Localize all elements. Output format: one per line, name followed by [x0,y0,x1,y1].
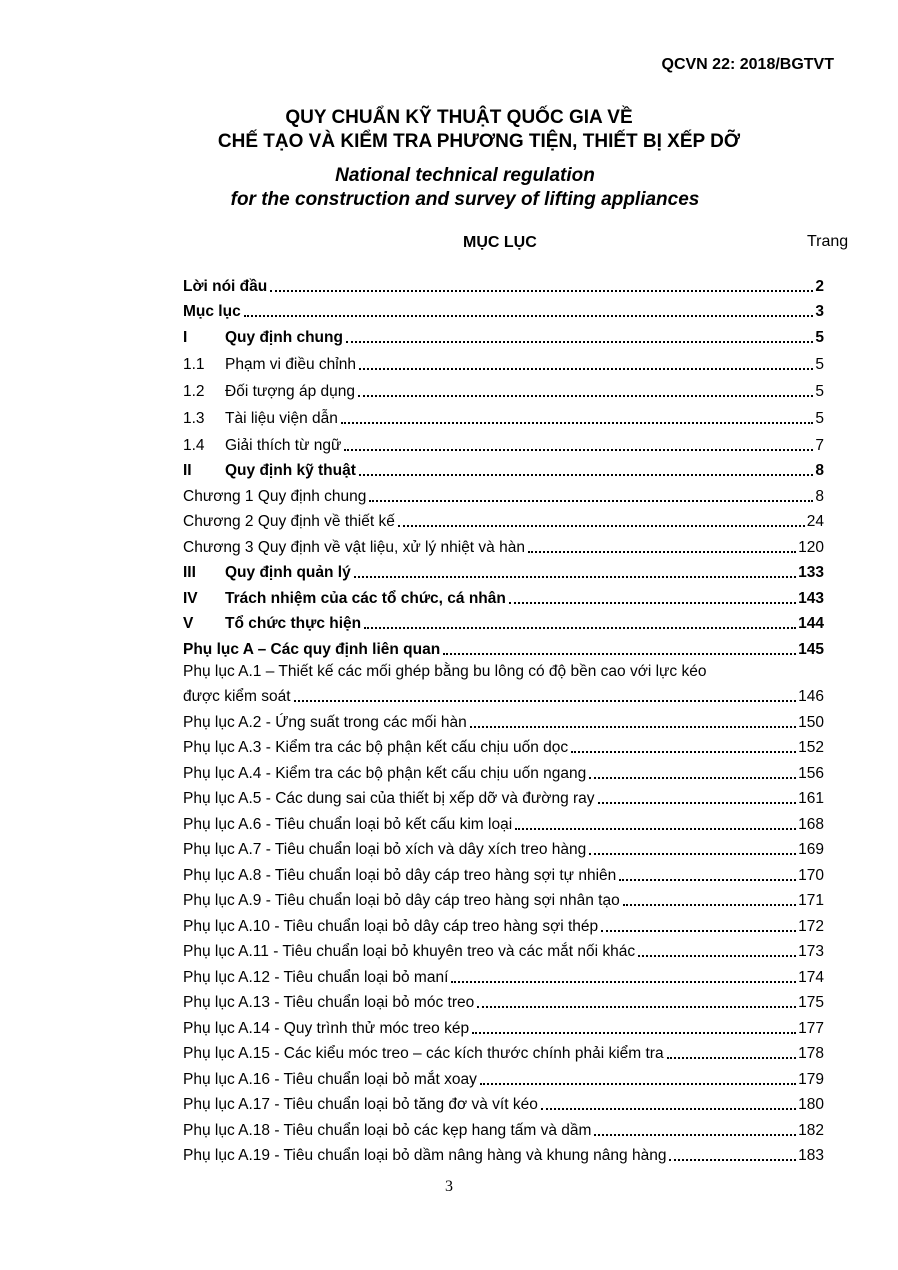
dot-leader [443,652,796,655]
toc-entry-label: Phụ lục A.12 - Tiêu chuẩn loại bỏ maní [183,968,449,986]
dot-leader [623,903,796,906]
dot-leader [344,448,813,451]
toc-entry-number: V [183,615,194,632]
toc-entry[interactable] [183,633,824,659]
dot-leader [270,289,813,292]
toc-entry-page: 175 [798,994,824,1011]
toc-entry-page: 183 [798,1147,824,1164]
toc-entry-page: 150 [798,713,824,731]
dot-leader [470,725,796,728]
toc-entry-label: Phụ lục A.13 - Tiêu chuẩn loại bỏ móc treo [183,994,475,1011]
toc-entry-label: Đối tượng áp dụng [225,382,355,400]
toc-entry-label: Chương 2 Quy định về thiết kế [183,513,395,530]
toc-entry[interactable] [183,757,824,783]
toc-entry-label: Phụ lục A.4 - Kiểm tra các bộ phận kết cấu chịu uốn ngang [183,764,587,782]
dot-leader [515,827,796,830]
dot-leader [341,421,814,424]
toc-entry-page: 5 [815,328,824,346]
toc-entry-label: Mục lục [183,303,241,320]
toc-entry[interactable] [183,936,824,962]
toc-entry-label: Phụ lục A.9 - Tiêu chuẩn loại bỏ dây cáp treo hàng sợi nhân tạo [183,892,620,909]
dot-leader [571,750,796,753]
toc-entry-label: Phụ lục A.10 - Tiêu chuẩn loại bỏ dây cáp treo hàng sợi thép [183,917,599,935]
dot-leader [601,929,796,932]
dot-leader [477,1005,796,1008]
toc-entry-page: 174 [798,968,824,986]
dot-leader [667,1056,797,1059]
toc-entry-label: Phụ lục A.15 - Các kiểu móc treo – các kích thước chính phải kiểm tra [183,1045,664,1062]
dot-leader [669,1158,796,1161]
toc-entry-page: 168 [798,815,824,833]
toc-entry-label: Quy định quản lý [225,564,351,581]
dot-leader [638,954,796,957]
toc-entry-first-line: Phụ lục A.1 – Thiết kế các mối ghép bằng bu lông có độ bền cao với lực kéo [183,662,707,680]
dot-leader [528,550,796,553]
dot-leader [480,1082,796,1085]
toc-entry-page: 8 [815,487,824,505]
toc-entry-page: 161 [798,790,824,807]
toc-entry[interactable] [183,506,824,532]
toc-entry-label: Phụ lục A.11 - Tiêu chuẩn loại bỏ khuyên treo và các mắt nối khác [183,943,636,960]
toc-entry[interactable] [183,961,824,987]
toc-entry-page: 156 [798,764,824,782]
table-of-contents [183,270,824,1165]
toc-entry-label: Phụ lục A.2 - Ứng suất trong các mối hàn [183,713,467,731]
toc-entry[interactable] [183,531,824,557]
toc-entry[interactable] [183,859,824,885]
dot-leader [598,801,797,804]
dot-leader [358,394,813,397]
toc-entry[interactable] [183,296,824,322]
dot-leader [589,852,796,855]
toc-entry-page: 169 [798,841,824,858]
toc-entry[interactable] [183,1089,824,1115]
toc-entry-label: Phụ lục A.6 - Tiêu chuẩn loại bỏ kết cấu kim loại [183,815,513,833]
toc-entry-label: Phụ lục A.17 - Tiêu chuẩn loại bỏ tăng đơ và vít kéo [183,1096,538,1113]
dot-leader [354,575,796,578]
toc-entry[interactable] [183,608,824,634]
toc-entry-page: 5 [815,382,824,400]
toc-entry[interactable] [183,455,824,481]
toc-entry-page: 170 [798,866,824,884]
english-title-line-1: National technical regulation [335,165,595,186]
toc-entry-page: 152 [798,739,824,756]
dot-leader [619,878,796,881]
toc-entry[interactable] [183,783,824,809]
toc-entry-label: Phụ lục A.14 - Quy trình thử móc treo kép [183,1019,470,1037]
toc-entry[interactable] [183,910,824,936]
toc-entry-label: Phụ lục A.3 - Kiểm tra các bộ phận kết cấu chịu uốn dọc [183,739,569,756]
toc-entry[interactable] [183,885,824,911]
toc-entry-page: 5 [815,409,824,427]
toc-entry-label: Tài liệu viện dẫn [225,409,338,427]
toc-entry[interactable] [183,732,824,758]
toc-entry-page: 146 [798,688,824,705]
toc-entry-page: 24 [806,513,824,530]
toc-entry-page: 133 [798,564,824,581]
toc-entry-label: Giải thích từ ngữ [225,436,342,454]
toc-entry-page: 182 [798,1121,824,1139]
toc-heading: MỤC LỤC [463,234,537,251]
dot-leader [346,340,813,343]
toc-entry-label: Phụ lục A – Các quy định liên quan [183,640,441,658]
toc-entry-page: 8 [815,462,824,479]
toc-entry-number: III [183,564,196,581]
dot-leader [359,367,813,370]
title-line-1: QUY CHUẨN KỸ THUẬT QUỐC GIA VỀ [285,107,633,128]
toc-entry[interactable] [183,808,824,834]
toc-entry-number: IV [183,589,198,607]
toc-entry[interactable] [183,401,824,428]
document-code: QCVN 22: 2018/BGTVT [661,56,834,73]
toc-entry-page: 3 [815,303,824,320]
toc-entry-label: Phụ lục A.19 - Tiêu chuẩn loại bỏ dầm nâng hàng và khung nâng hàng [183,1147,667,1164]
toc-entry[interactable] [183,1038,824,1064]
toc-entry-page: 172 [798,917,824,935]
toc-entry-page: 2 [815,277,824,295]
dot-leader [509,601,796,604]
toc-entry[interactable] [183,270,824,296]
page-number: 3 [445,1178,453,1195]
toc-entry-page: 177 [798,1019,824,1037]
toc-entry-page: 120 [798,538,824,556]
title-line-2: CHẾ TẠO VÀ KIỂM TRA PHƯƠNG TIỆN, THIẾT BỊ XẾP DỠ [217,131,741,152]
toc-entry[interactable] [183,557,824,583]
dot-leader [589,776,796,779]
dot-leader [364,626,796,629]
toc-entry-label: Phụ lục A.8 - Tiêu chuẩn loại bỏ dây cáp treo hàng sợi tự nhiên [183,866,617,884]
dot-leader [472,1031,796,1034]
dot-leader [398,524,805,527]
toc-entry-page: 173 [798,943,824,960]
toc-entry-label: Phụ lục A.16 - Tiêu chuẩn loại bỏ mắt xoay [183,1070,477,1088]
toc-entry-label: Phụ lục A.18 - Tiêu chuẩn loại bỏ các kẹp hang tấm và dầm [183,1121,592,1139]
toc-entry-label: Phụ lục A.5 - Các dung sai của thiết bị xếp dỡ và đường ray [183,790,595,807]
dot-leader [541,1107,796,1110]
toc-entry-label: được kiểm soát [183,688,291,705]
toc-entry-page: 180 [798,1096,824,1113]
toc-entry-number: 1.3 [183,409,205,427]
toc-entry-label: Lời nói đầu [183,277,268,295]
toc-entry[interactable] [183,987,824,1013]
dot-leader [294,699,797,702]
toc-entry[interactable] [183,1063,824,1089]
toc-entry-page: 7 [815,436,824,454]
toc-entry[interactable] [183,1114,824,1140]
toc-entry-label: Phụ lục A.7 - Tiêu chuẩn loại bỏ xích và dây xích treo hàng [183,841,587,858]
toc-entry-number: 1.1 [183,355,205,373]
toc-entry[interactable] [183,480,824,506]
toc-page-column-label: Trang [807,233,849,250]
toc-entry-number: I [183,328,188,346]
toc-entry-number: II [183,462,192,479]
dot-leader [369,499,813,502]
toc-entry-page: 144 [798,615,824,632]
dot-leader [594,1133,796,1136]
toc-entry-label: Chương 1 Quy định chung [183,487,367,505]
toc-entry[interactable] [183,706,824,732]
toc-entry-number: 1.2 [183,382,205,400]
toc-entry[interactable] [183,428,824,455]
toc-entry-page: 171 [798,892,824,909]
toc-entry-page: 178 [798,1045,824,1062]
dot-leader [244,314,814,317]
toc-entry[interactable] [183,347,824,374]
toc-entry-page: 5 [815,355,824,373]
toc-entry-label: Trách nhiệm của các tổ chức, cá nhân [225,589,506,607]
toc-entry-label: Chương 3 Quy định về vật liệu, xử lý nhiệt và hàn [183,538,525,556]
toc-entry-label: Tổ chức thực hiện [225,615,362,632]
toc-entry-page: 145 [798,640,824,658]
toc-entry[interactable] [183,834,824,860]
toc-entry[interactable] [183,582,824,608]
toc-entry[interactable] [183,681,824,707]
dot-leader [359,473,813,476]
dot-leader [451,980,796,983]
english-title-line-2: for the construction and survey of lifting appliances [230,189,700,210]
toc-entry-label: Phạm vi điều chỉnh [225,355,356,373]
toc-entry-page: 143 [798,589,824,607]
toc-entry[interactable] [183,321,824,347]
toc-entry-number: 1.4 [183,436,205,454]
toc-entry-label: Quy định kỹ thuật [225,462,356,479]
toc-entry-label: Quy định chung [225,328,343,346]
toc-entry[interactable] [183,1012,824,1038]
toc-entry-page: 179 [798,1070,824,1088]
toc-entry[interactable] [183,374,824,401]
toc-entry[interactable] [183,1140,824,1166]
